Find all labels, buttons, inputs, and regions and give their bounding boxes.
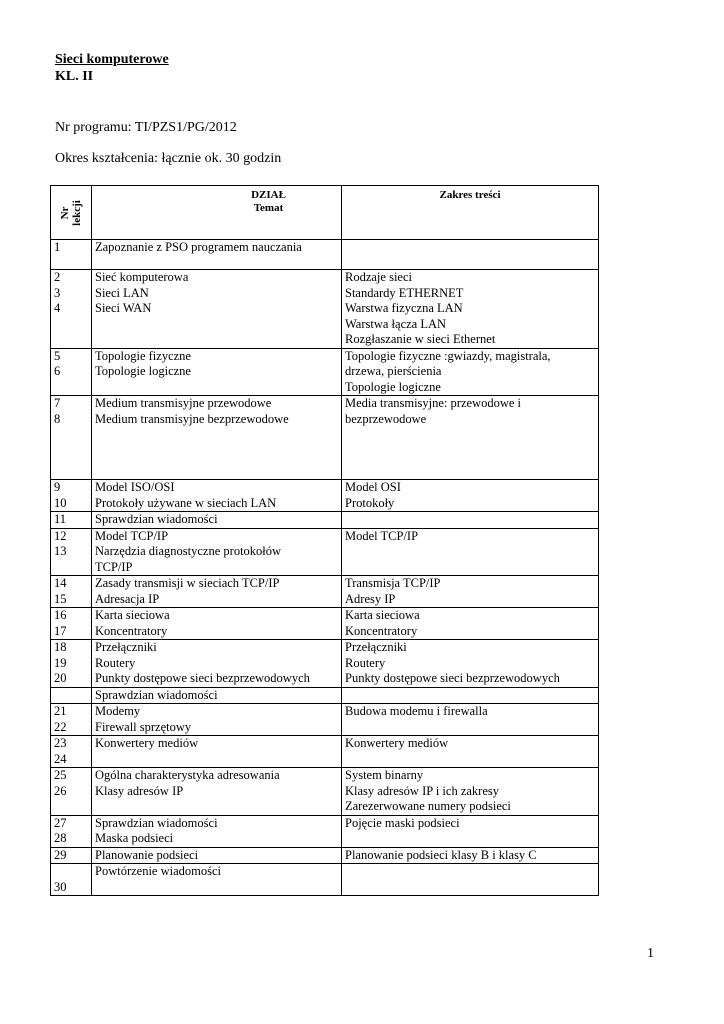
table-row <box>51 736 599 768</box>
lesson-number-cell <box>51 576 92 608</box>
topic-line: Sieci LAN <box>95 285 149 300</box>
content-scope-line: Konwertery mediów <box>345 736 449 750</box>
content-scope-cell <box>342 687 599 704</box>
lesson-number-cell <box>51 687 92 704</box>
content-scope-cell <box>342 704 599 736</box>
content-scope-line: Standardy ETHERNET <box>345 285 464 300</box>
lesson-number-line: 1 <box>54 240 61 254</box>
topic-line: Powtórzenie wiadomości <box>95 864 222 878</box>
topic-line: Koncentratory <box>95 623 168 638</box>
lesson-number-cell <box>51 396 92 480</box>
topic-line: Adresacja IP <box>95 591 160 606</box>
lesson-number-line: 20 <box>54 671 67 685</box>
topic-line: Medium transmisyjne przewodowe <box>95 396 272 410</box>
content-scope-line: Zarezerwowane numery podsieci <box>345 799 511 813</box>
content-scope-cell <box>342 640 599 688</box>
table-row <box>51 704 599 736</box>
lesson-number-line: 24 <box>54 751 67 766</box>
topic-line: Sieć komputerowa <box>95 270 189 284</box>
content-scope-line: Model TCP/IP <box>345 528 419 543</box>
topic-line: Konwertery mediów <box>95 736 199 750</box>
content-scope-line: Model OSI <box>345 480 401 494</box>
topic-line: Sprawdzian wiadomości <box>95 687 218 702</box>
topic-cell <box>92 768 342 816</box>
page-number: 1 <box>647 946 654 961</box>
lesson-number-line: 11 <box>54 512 67 526</box>
topic-line: Zapoznanie z PSO programem nauczania <box>95 240 302 254</box>
content-scope-cell <box>342 768 599 816</box>
lesson-number-line: 17 <box>54 623 67 638</box>
topic-cell <box>92 640 342 688</box>
lesson-number-cell <box>51 640 92 688</box>
topic-line: Punkty dostępowe sieci bezprzewodowych <box>95 671 310 685</box>
lesson-number-line: 19 <box>54 655 67 670</box>
lesson-number-line: 25 <box>54 768 67 782</box>
lesson-plan-table <box>50 185 599 896</box>
content-scope-line: Rodzaje sieci <box>345 270 412 284</box>
header-topic-label: Temat <box>253 202 284 214</box>
lesson-number-line: 14 <box>54 576 67 590</box>
topic-cell <box>92 576 342 608</box>
lesson-number-line: 12 <box>54 528 67 543</box>
lesson-number-line: 29 <box>54 847 67 862</box>
topic-line: Sprawdzian wiadomości <box>95 815 218 830</box>
content-scope-line: Rozgłaszanie w sieci Ethernet <box>345 332 496 346</box>
lesson-number-line: 22 <box>54 719 67 734</box>
content-scope-cell <box>342 815 599 847</box>
lesson-number-cell <box>51 815 92 847</box>
header-section-topic <box>92 186 342 240</box>
lesson-number-cell <box>51 704 92 736</box>
content-scope-line: Pojęcie maski podsieci <box>345 815 460 830</box>
table-body <box>51 240 599 896</box>
content-scope-line: Przełączniki <box>345 640 407 654</box>
class-label: KL. II <box>55 69 94 84</box>
content-scope-line: Topologie logiczne <box>345 379 441 394</box>
topic-line: Medium transmisyjne bezprzewodowe <box>95 411 289 426</box>
topic-cell <box>92 864 342 896</box>
content-scope-line: Topologie fizyczne :gwiazdy, magistrala, <box>345 348 551 363</box>
table-row <box>51 270 599 349</box>
program-number: Nr programu: TI/PZS1/PG/2012 <box>55 120 237 135</box>
topic-line: Karta sieciowa <box>95 608 170 622</box>
content-scope-cell <box>342 396 599 480</box>
content-scope-line: drzewa, pierścienia <box>345 364 442 378</box>
content-scope-line: Protokoły <box>345 495 395 510</box>
topic-line: Przełączniki <box>95 640 157 654</box>
lesson-number-cell <box>51 480 92 512</box>
topic-line: TCP/IP <box>95 559 133 574</box>
content-scope-line: Transmisja TCP/IP <box>345 576 441 590</box>
table-row <box>51 512 599 529</box>
content-scope-line: Budowa modemu i firewalla <box>345 704 488 718</box>
topic-cell <box>92 704 342 736</box>
content-scope-line: Media transmisyjne: przewodowe i <box>345 396 521 410</box>
content-scope-line: Klasy adresów IP i ich zakresy <box>345 783 500 798</box>
content-scope-cell <box>342 608 599 640</box>
topic-line: Sieci WAN <box>95 301 152 315</box>
table-header <box>51 186 599 240</box>
topic-line: Planowanie podsieci <box>95 847 199 862</box>
table-row <box>51 815 599 847</box>
content-scope-cell <box>342 480 599 512</box>
topic-cell <box>92 815 342 847</box>
topic-line: Firewall sprzętowy <box>95 719 192 734</box>
lesson-number-line: 28 <box>54 831 67 845</box>
lesson-number-line: 5 <box>54 348 61 363</box>
table-row <box>51 768 599 816</box>
header-section-label: DZIAŁ <box>251 189 286 201</box>
content-scope-cell <box>342 348 599 396</box>
table-row <box>51 687 599 704</box>
lesson-number-line: 13 <box>54 544 67 558</box>
lesson-number-cell <box>51 348 92 396</box>
lesson-number-line: 8 <box>54 411 61 426</box>
header-lesson-number <box>51 186 92 240</box>
topic-cell <box>92 348 342 396</box>
lesson-number-line: 30 <box>54 879 67 894</box>
table-row <box>51 576 599 608</box>
table-row <box>51 864 599 896</box>
lesson-number-line: 7 <box>54 396 61 410</box>
content-scope-cell <box>342 528 599 576</box>
table-row <box>51 396 599 480</box>
lesson-number-line <box>54 864 88 880</box>
table-row <box>51 608 599 640</box>
table-row <box>51 240 599 270</box>
topic-line: Zasady transmisji w sieciach TCP/IP <box>95 576 280 590</box>
content-scope-line: bezprzewodowe <box>345 411 427 426</box>
lesson-number-line: 15 <box>54 591 67 606</box>
lesson-number-line: 16 <box>54 608 67 622</box>
lesson-number-line: 10 <box>54 495 67 510</box>
content-scope-line: Karta sieciowa <box>345 608 420 622</box>
lesson-number-line: 6 <box>54 364 61 378</box>
topic-line: Maska podsieci <box>95 831 174 845</box>
topic-line: Routery <box>95 655 136 670</box>
topic-line: Narzędzia diagnostyczne protokołów <box>95 544 282 558</box>
topic-line: Protokoły używane w sieciach LAN <box>95 495 277 510</box>
table-row <box>51 348 599 396</box>
topic-cell <box>92 528 342 576</box>
header-content-scope: Zakres treści <box>342 186 599 240</box>
content-scope-cell <box>342 576 599 608</box>
topic-line: Model TCP/IP <box>95 528 169 543</box>
topic-line: Topologie fizyczne <box>95 348 191 363</box>
table-row <box>51 480 599 512</box>
content-scope-line: Punkty dostępowe sieci bezprzewodowych <box>345 671 560 685</box>
topic-line: Ogólna charakterystyka adresowania <box>95 768 280 782</box>
content-scope-cell <box>342 240 599 270</box>
lesson-number-cell <box>51 736 92 768</box>
topic-line: Klasy adresów IP <box>95 783 184 798</box>
topic-cell <box>92 240 342 270</box>
lesson-number-line: 21 <box>54 704 67 718</box>
lesson-number-line: 9 <box>54 480 61 494</box>
content-scope-cell <box>342 736 599 768</box>
content-scope-line: System binarny <box>345 768 424 782</box>
content-scope-line: Warstwa fizyczna LAN <box>345 301 463 315</box>
topic-line: Model ISO/OSI <box>95 480 175 494</box>
table-row <box>51 640 599 688</box>
topic-line: Modemy <box>95 704 141 718</box>
content-scope-cell <box>342 270 599 349</box>
lesson-number-line: 2 <box>54 270 61 284</box>
lesson-number-cell <box>51 240 92 270</box>
topic-line: Sprawdzian wiadomości <box>95 512 218 526</box>
lesson-number-cell <box>51 768 92 816</box>
document-title: Sieci komputerowe <box>55 52 169 67</box>
lesson-number-cell <box>51 528 92 576</box>
content-scope-cell <box>342 512 599 529</box>
lesson-number-line: 26 <box>54 783 67 798</box>
content-scope-line: Warstwa łącza LAN <box>345 316 447 331</box>
lesson-number-cell <box>51 270 92 349</box>
lesson-number-line: 4 <box>54 301 61 315</box>
topic-cell <box>92 687 342 704</box>
topic-cell <box>92 512 342 529</box>
content-scope-line: Koncentratory <box>345 623 418 638</box>
lesson-number-cell <box>51 864 92 896</box>
lesson-number-line: 27 <box>54 815 67 830</box>
content-scope-cell <box>342 864 599 896</box>
topic-cell <box>92 847 342 864</box>
lesson-number-line: 18 <box>54 640 67 654</box>
lesson-number-cell <box>51 512 92 529</box>
table-row <box>51 847 599 864</box>
course-period: Okres kształcenia: łącznie ok. 30 godzin <box>55 151 282 166</box>
content-scope-line: Planowanie podsieci klasy B i klasy C <box>345 847 537 862</box>
lesson-number-line: 3 <box>54 285 61 300</box>
topic-cell <box>92 396 342 480</box>
content-scope-cell <box>342 847 599 864</box>
topic-cell <box>92 608 342 640</box>
table-row <box>51 528 599 576</box>
lesson-number-line: 23 <box>54 736 67 750</box>
content-scope-line: Adresy IP <box>345 591 396 606</box>
topic-line: Topologie logiczne <box>95 364 191 378</box>
topic-cell <box>92 270 342 349</box>
topic-cell <box>92 480 342 512</box>
lesson-number-cell <box>51 847 92 864</box>
header-lesson-number-label: Nr lekcji <box>59 199 83 226</box>
content-scope-line: Routery <box>345 655 386 670</box>
topic-cell <box>92 736 342 768</box>
lesson-number-cell <box>51 608 92 640</box>
